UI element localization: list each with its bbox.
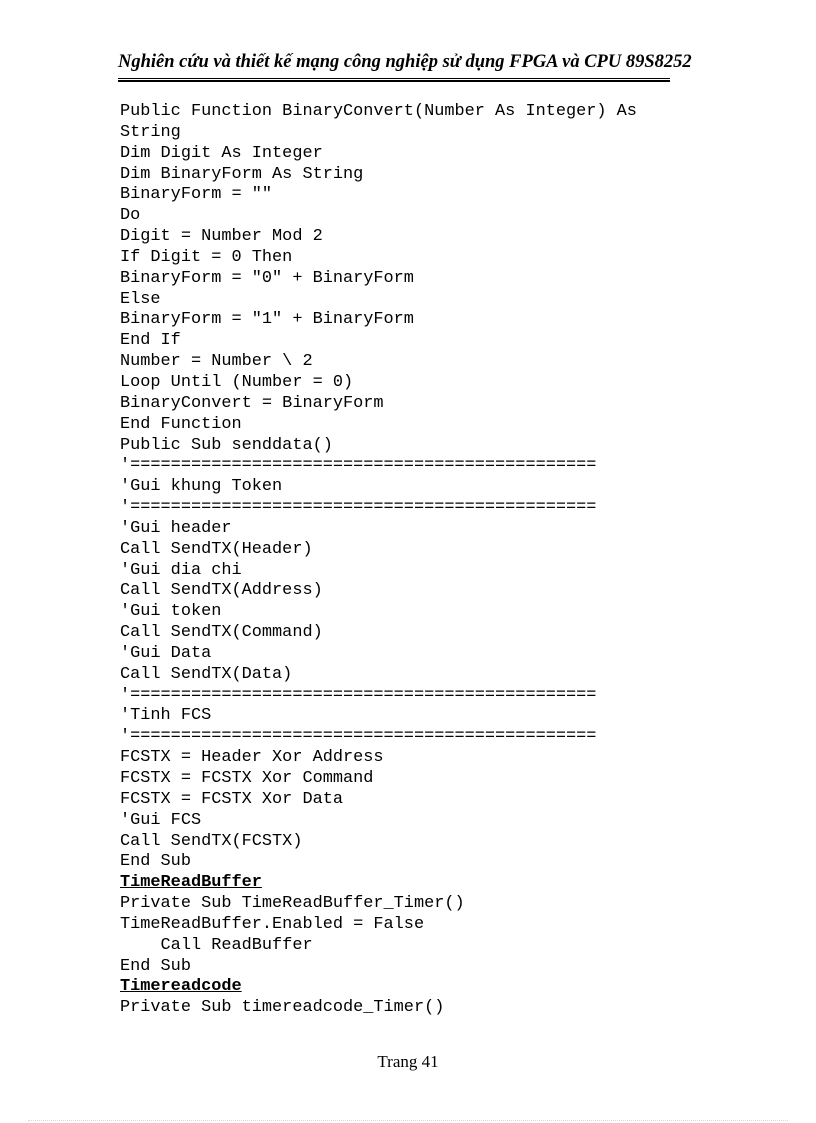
code-line: FCSTX = Header Xor Address <box>120 748 384 768</box>
code-line: Private Sub TimeReadBuffer_Timer() <box>120 894 465 914</box>
code-line: End Function <box>120 414 242 434</box>
code-line: BinaryConvert = BinaryForm <box>120 393 384 413</box>
code-line: Loop Until (Number = 0) <box>120 372 354 392</box>
code-line: 'Gui khung Token <box>120 477 283 497</box>
code-line: End Sub <box>120 956 191 976</box>
code-line: Digit = Number Mod 2 <box>120 227 323 247</box>
code-line: '============================================== <box>120 498 597 518</box>
code-line: Dim BinaryForm As String <box>120 164 364 184</box>
code-line: 'Tinh FCS <box>120 706 212 726</box>
code-line: BinaryForm = "1" + BinaryForm <box>120 310 414 330</box>
page-number: Trang 41 <box>377 1052 439 1071</box>
code-line: 'Gui FCS <box>120 810 202 830</box>
code-line: Number = Number \ 2 <box>120 352 313 372</box>
code-line: Call SendTX(Command) <box>120 623 323 643</box>
code-line: FCSTX = FCSTX Xor Command <box>120 769 374 788</box>
code-line: Private Sub timereadcode_Timer() <box>120 998 445 1018</box>
code-line: '============================================== <box>120 727 597 747</box>
code-line: 'Gui Data <box>120 643 212 663</box>
code-line: End Sub <box>120 852 191 872</box>
header-rule-thick <box>118 80 670 82</box>
code-line: Call SendTX(Data) <box>120 664 293 684</box>
code-line: TimeReadBuffer.Enabled = False <box>120 914 425 934</box>
page-bottom-divider <box>28 1120 788 1121</box>
code-line: String <box>120 122 181 142</box>
code-section-heading: Timereadcode <box>120 977 242 997</box>
code-listing <box>120 102 680 1019</box>
header-rule <box>118 78 670 79</box>
code-section-heading: TimeReadBuffer <box>120 873 262 893</box>
code-line: 'Gui header <box>120 518 232 538</box>
code-line: BinaryForm = "0" + BinaryForm <box>120 268 414 288</box>
code-line: End If <box>120 331 181 351</box>
page-header-title: Nghiên cứu và thiết kế mạng công nghiệp sử dụng FPGA và CPU 89S8252 <box>118 52 692 72</box>
code-line: Public Function BinaryConvert(Number As Integer) As <box>120 102 637 121</box>
code-line: FCSTX = FCSTX Xor Data <box>120 789 343 809</box>
code-line: Call ReadBuffer <box>120 935 313 955</box>
code-line: Call SendTX(Address) <box>120 581 323 601</box>
code-line: Public Sub senddata() <box>120 435 333 455</box>
code-line: Do <box>120 206 141 226</box>
code-line: 'Gui dia chi <box>120 560 242 580</box>
code-line: Dim Digit As Integer <box>120 143 323 163</box>
code-line: Call SendTX(Header) <box>120 539 313 559</box>
code-line: If Digit = 0 Then <box>120 247 293 267</box>
code-line: Else <box>120 289 161 309</box>
code-line: '============================================== <box>120 456 597 476</box>
code-line: BinaryForm = "" <box>120 185 273 205</box>
code-line: 'Gui token <box>120 602 222 622</box>
code-line: Call SendTX(FCSTX) <box>120 831 303 851</box>
code-line: '============================================== <box>120 685 597 705</box>
